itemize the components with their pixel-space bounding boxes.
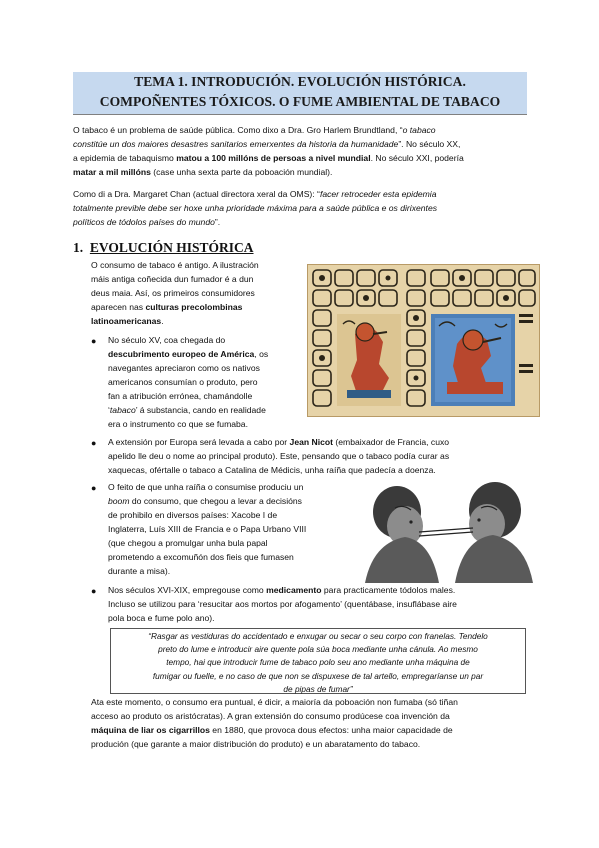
quote-line3: tempo, hai que introducir fume de tabaco polo seu ano mediante unha máquina de bbox=[166, 657, 470, 668]
quote-box bbox=[110, 628, 526, 694]
intro-p1-line2: constitúe un dos maiores desastres sanitarios emerxentes da historia da humanidade”. No século XX, bbox=[73, 139, 461, 149]
body-b-line7: era o instrumento co que se fumaba. bbox=[108, 419, 248, 429]
body-f-line3: máquina de liar os cigarrillos en 1880, que provoca dous efectos: unha maior capacidade de bbox=[91, 725, 453, 735]
quote-line4: fumigar ou fuelle, e no caso de que non se dispuxese de tal artello, empregaríanse un par bbox=[152, 670, 484, 681]
body-d-line3: de prohibilo en diversos países: Xacobe I de bbox=[108, 510, 278, 520]
body-f-line2: acceso ao produto os aristócratas). A gran extensión do consumo prodúcese coa invención da bbox=[91, 711, 450, 721]
title-line-2: COMPOÑENTES TÓXICOS. O FUME AMBIENTAL DE TABACO bbox=[99, 94, 501, 109]
body-f-line4: produción (que garante a maior distribución do produto) e un abaratamento do tabaco. bbox=[91, 739, 421, 749]
quote-line5: de pipas de fumar” bbox=[283, 683, 353, 694]
title-line-1: TEMA 1. INTRODUCIÓN. EVOLUCIÓN HISTÓRICA. bbox=[134, 74, 466, 89]
bullet-b: ● bbox=[91, 336, 97, 346]
intro-p2-line2: totalmente previble debe ser hoxe unha prioridade máxima para a saúde pública e os dirixentes bbox=[73, 203, 438, 213]
intro-p1-line3: a epidemia de tabaquismo matou a 100 millóns de persoas a nivel mundial. No século XXI, podería bbox=[73, 153, 464, 163]
body-a-line1: O consumo de tabaco é antigo. A ilustración bbox=[91, 260, 259, 270]
bullet-c: ● bbox=[91, 438, 97, 448]
body-d-line1: O feito de que unha raíña o consumise produciu un bbox=[108, 482, 304, 492]
quote-line1: “Rasgar as vestiduras do accidentado e enxugar ou secar o seu corpo con franelas. Tendelo bbox=[148, 631, 488, 641]
body-b-line1: No século XV, coa chegada do bbox=[108, 335, 226, 345]
body-d-line6: prometendo a excomuñón dos fieis que fumasen bbox=[108, 552, 294, 562]
body-a-line2: máis antiga coñecida dun fumador é a dun bbox=[91, 274, 254, 284]
body-d-line7: durante a misa). bbox=[108, 566, 171, 576]
bullet-e: ● bbox=[91, 586, 97, 596]
bullet-d: ● bbox=[91, 483, 97, 493]
intro-p1-line1: O tabaco é un problema de saúde pública. Como dixo a Dra. Gro Harlem Brundtland, “o tabaco bbox=[73, 125, 436, 135]
body-d-line4: Inglaterra, Luís XIII de Francia e o Papa Urbano VIII bbox=[108, 524, 307, 534]
intro-p2-line1: Como di a Dra. Margaret Chan (actual directora xeral da OMS): “facer retroceder esta epidemia bbox=[73, 189, 437, 199]
body-b-line5: fan a atribución errónea, chamándolle bbox=[108, 391, 253, 401]
title-box bbox=[73, 72, 527, 115]
body-e-line2: Incluso se utilizou para ‘resucitar aos mortos por afogamento’ (quentábase, insuflábase aire bbox=[108, 599, 457, 609]
body-f-line1: Ata este momento, o consumo era puntual, é dicir, a maioría da poboación non fumaba (só tiñan bbox=[91, 697, 458, 707]
body-c-line3: xaquecas, ofértalle o tabaco a Catalina de Médicis, unha raíña que padecía a doenza. bbox=[108, 465, 436, 475]
body-e-line1: Nos séculos XVI-XIX, empregouse como medicamento para practicamente tódolos males. bbox=[108, 585, 456, 595]
body-a-line3: deus maia. Así, os primeiros consumidores bbox=[91, 288, 255, 298]
body-b-line2: descubrimento europeo de América, os bbox=[108, 349, 269, 359]
body-d-line5: (que chegou a promulgar unha bula papal bbox=[108, 538, 268, 548]
body-d-line2: boom do consumo, que chegou a levar a decisións bbox=[108, 496, 302, 506]
body-b-line6: ‘tabaco’ á substancia, cando en realidade bbox=[108, 405, 266, 415]
body-a-line5: latinoamericanas. bbox=[91, 316, 164, 326]
section-heading: 1. EVOLUCIÓN HISTÓRICA bbox=[73, 240, 254, 255]
body-b-line3: navegantes apreciaron como os nativos bbox=[108, 363, 260, 373]
quote-line2: preto do lume e introducir aire quente pola súa boca mediante unha cánula. Ao mesmo bbox=[158, 644, 478, 655]
engraving-image bbox=[355, 478, 540, 583]
body-c-line2: apelido lle deu o nome ao principal produto). Este, pensando que o tabaco podía curar as bbox=[108, 451, 450, 461]
body-b-line4: americanos consumían o produto, pero bbox=[108, 377, 258, 387]
body-a-line4: aparecen nas culturas precolombinas bbox=[91, 302, 243, 312]
intro-p2-line3: políticos de tódolos países do mundo”. bbox=[73, 217, 221, 227]
intro-p1-line4: matar a mil millóns (case unha sexta parte da poboación mundial). bbox=[73, 167, 333, 177]
body-c-line1: A extensión por Europa será levada a cabo por Jean Nicot (embaixador de Francia, cuxo bbox=[108, 437, 450, 447]
mayan-codex-image bbox=[307, 264, 540, 417]
body-e-line3: pola boca e fume polo ano). bbox=[108, 613, 215, 623]
